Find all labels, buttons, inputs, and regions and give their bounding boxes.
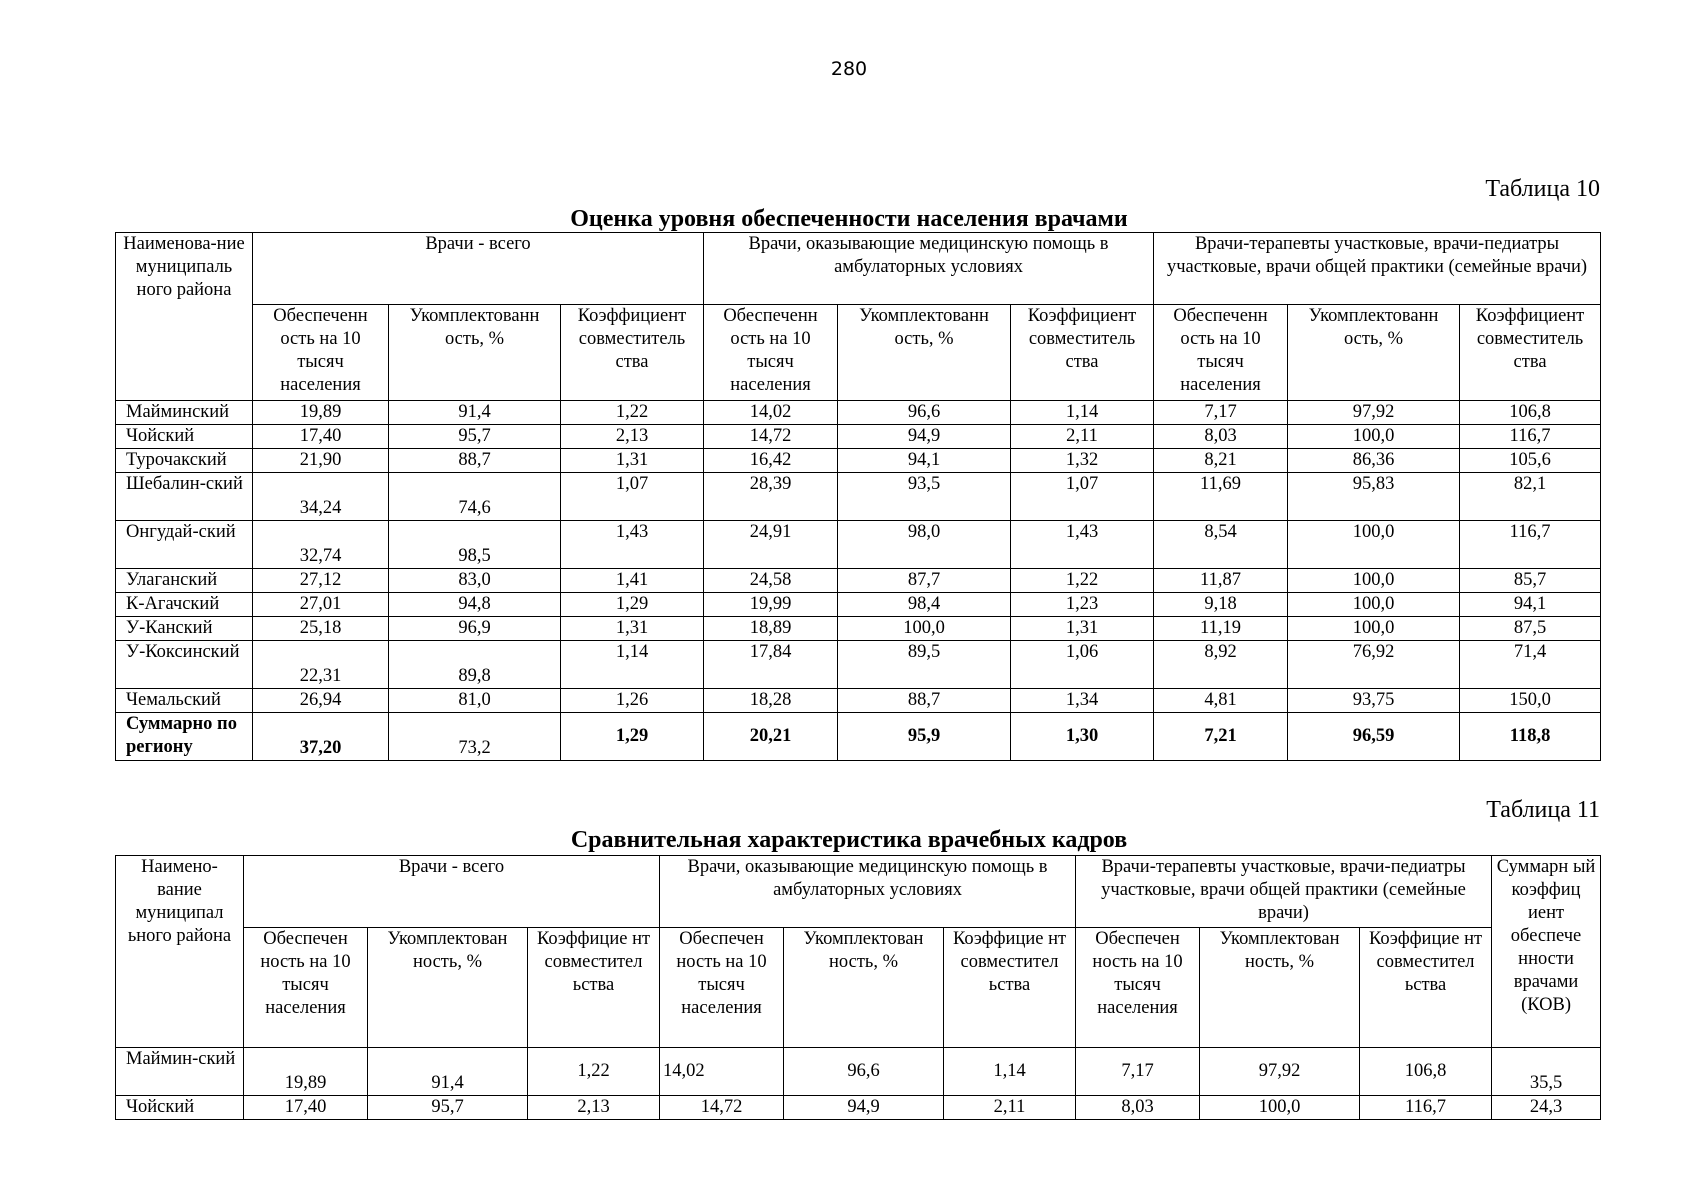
district-name: Чемальский xyxy=(116,689,253,713)
cell: 1,07 xyxy=(1011,473,1154,521)
table-10-subheader: Коэффициент совместитель ства xyxy=(561,305,704,401)
cell: 2,11 xyxy=(1011,425,1154,449)
cell: 89,8 xyxy=(389,641,561,689)
cell: 24,3 xyxy=(1492,1096,1601,1120)
table-row xyxy=(116,569,1601,593)
cell: 100,0 xyxy=(1288,593,1460,617)
table-row xyxy=(116,1048,1601,1096)
district-name: Чойский xyxy=(116,1096,244,1120)
cell: 17,40 xyxy=(244,1096,368,1120)
cell: 32,74 xyxy=(253,521,389,569)
cell: 11,69 xyxy=(1154,473,1288,521)
cell: 94,1 xyxy=(838,449,1011,473)
cell: 88,7 xyxy=(389,449,561,473)
cell: 16,42 xyxy=(704,449,838,473)
table-11-subheader: Обеспечен ность на 10 тысяч населения xyxy=(660,928,784,1048)
table-total-row xyxy=(116,713,1601,761)
table-11-subheader: Обеспечен ность на 10 тысяч населения xyxy=(244,928,368,1048)
cell: 94,8 xyxy=(389,593,561,617)
district-name: Майминский xyxy=(116,401,253,425)
table-10-subheader: Обеспеченн ость на 10 тысяч населения xyxy=(253,305,389,401)
district-name: Суммарно по региону xyxy=(116,713,253,761)
cell: 1,30 xyxy=(1011,713,1154,761)
cell: 17,40 xyxy=(253,425,389,449)
cell: 91,4 xyxy=(389,401,561,425)
cell: 76,92 xyxy=(1288,641,1460,689)
cell: 73,2 xyxy=(389,713,561,761)
cell: 100,0 xyxy=(1288,569,1460,593)
table-11 xyxy=(115,855,1601,1120)
cell: 106,8 xyxy=(1460,401,1601,425)
cell: 1,14 xyxy=(561,641,704,689)
cell: 87,7 xyxy=(838,569,1011,593)
cell: 1,29 xyxy=(561,713,704,761)
table-row xyxy=(116,593,1601,617)
cell: 2,13 xyxy=(528,1096,660,1120)
cell: 100,0 xyxy=(838,617,1011,641)
cell: 24,58 xyxy=(704,569,838,593)
cell: 14,02 xyxy=(704,401,838,425)
cell: 83,0 xyxy=(389,569,561,593)
table-11-subheader: Коэффицие нт совместител ьства xyxy=(944,928,1076,1048)
cell: 7,21 xyxy=(1154,713,1288,761)
cell: 14,72 xyxy=(704,425,838,449)
cell: 100,0 xyxy=(1288,521,1460,569)
cell: 95,7 xyxy=(368,1096,528,1120)
cell: 85,7 xyxy=(1460,569,1601,593)
cell: 100,0 xyxy=(1200,1096,1360,1120)
cell: 1,14 xyxy=(944,1048,1076,1096)
cell: 19,89 xyxy=(253,401,389,425)
cell: 20,21 xyxy=(704,713,838,761)
cell: 96,9 xyxy=(389,617,561,641)
cell: 1,34 xyxy=(1011,689,1154,713)
cell: 87,5 xyxy=(1460,617,1601,641)
cell: 37,20 xyxy=(253,713,389,761)
cell: 11,19 xyxy=(1154,617,1288,641)
table-row xyxy=(116,473,1601,521)
cell: 97,92 xyxy=(1200,1048,1360,1096)
table-row xyxy=(116,425,1601,449)
cell: 1,32 xyxy=(1011,449,1154,473)
cell: 1,31 xyxy=(1011,617,1154,641)
district-name: Онгудай-ский xyxy=(116,521,253,569)
cell: 24,91 xyxy=(704,521,838,569)
cell: 4,81 xyxy=(1154,689,1288,713)
cell: 2,11 xyxy=(944,1096,1076,1120)
cell: 18,28 xyxy=(704,689,838,713)
table-10-subheader: Укомплектованн ость, % xyxy=(389,305,561,401)
cell: 88,7 xyxy=(838,689,1011,713)
table-11-label: Таблица 11 xyxy=(1486,797,1600,823)
cell: 27,01 xyxy=(253,593,389,617)
table-11-corner-header: Наимено-вание муниципал ьного района xyxy=(116,856,244,1048)
table-10-subheader: Обеспеченн ость на 10 тысяч населения xyxy=(1154,305,1288,401)
cell: 8,92 xyxy=(1154,641,1288,689)
cell: 8,03 xyxy=(1154,425,1288,449)
table-10-subheader: Обеспеченн ость на 10 тысяч населения xyxy=(704,305,838,401)
table-10-subheader: Укомплектованн ость, % xyxy=(1288,305,1460,401)
table-row xyxy=(116,521,1601,569)
cell: 74,6 xyxy=(389,473,561,521)
table-11-subheader: Укомплектован ность, % xyxy=(368,928,528,1048)
cell: 7,17 xyxy=(1154,401,1288,425)
table-10-group-header-2: Врачи, оказывающие медицинскую помощь в амбулаторных условиях xyxy=(704,233,1154,305)
district-name: У-Коксинский xyxy=(116,641,253,689)
cell: 98,5 xyxy=(389,521,561,569)
cell: 150,0 xyxy=(1460,689,1601,713)
district-name: Шебалин-ский xyxy=(116,473,253,521)
cell: 18,89 xyxy=(704,617,838,641)
cell: 94,1 xyxy=(1460,593,1601,617)
cell: 93,75 xyxy=(1288,689,1460,713)
cell: 116,7 xyxy=(1360,1096,1492,1120)
cell: 95,83 xyxy=(1288,473,1460,521)
cell: 116,7 xyxy=(1460,521,1601,569)
district-name: Чойский xyxy=(116,425,253,449)
cell: 34,24 xyxy=(253,473,389,521)
table-11-title: Сравнительная характеристика врачебных кадров xyxy=(570,827,1128,853)
table-11-subheader: Коэффицие нт совместител ьства xyxy=(1360,928,1492,1048)
cell: 96,6 xyxy=(784,1048,944,1096)
cell: 94,9 xyxy=(838,425,1011,449)
cell: 97,92 xyxy=(1288,401,1460,425)
cell: 1,14 xyxy=(1011,401,1154,425)
table-10-label: Таблица 10 xyxy=(1485,176,1600,202)
table-10-group-header-1: Врачи - всего xyxy=(253,233,704,305)
table-10 xyxy=(115,232,1601,761)
table-11-group-header-3: Врачи-терапевты участковые, врачи-педиатры участковые, врачи общей практики (семейные врачи) xyxy=(1076,856,1492,928)
table-11-subheader: Обеспечен ность на 10 тысяч населения xyxy=(1076,928,1200,1048)
cell: 106,8 xyxy=(1360,1048,1492,1096)
cell: 22,31 xyxy=(253,641,389,689)
cell: 95,7 xyxy=(389,425,561,449)
cell: 89,5 xyxy=(838,641,1011,689)
cell: 9,18 xyxy=(1154,593,1288,617)
cell: 11,87 xyxy=(1154,569,1288,593)
district-name: Маймин-ский xyxy=(116,1048,244,1096)
cell: 8,03 xyxy=(1076,1096,1200,1120)
cell: 25,18 xyxy=(253,617,389,641)
cell: 82,1 xyxy=(1460,473,1601,521)
cell: 19,99 xyxy=(704,593,838,617)
cell: 86,36 xyxy=(1288,449,1460,473)
cell: 1,22 xyxy=(528,1048,660,1096)
district-name: Улаганский xyxy=(116,569,253,593)
cell: 81,0 xyxy=(389,689,561,713)
table-11-subheader: Коэффицие нт совместител ьства xyxy=(528,928,660,1048)
cell: 105,6 xyxy=(1460,449,1601,473)
table-10-group-header-3: Врачи-терапевты участковые, врачи-педиатры участковые, врачи общей практики (семейные врачи) xyxy=(1154,233,1601,305)
cell: 35,5 xyxy=(1492,1048,1601,1096)
cell: 116,7 xyxy=(1460,425,1601,449)
cell: 100,0 xyxy=(1288,425,1460,449)
table-10-title: Оценка уровня обеспеченности населения врачами xyxy=(570,206,1128,232)
table-10-corner-header: Наименова-ние муниципаль ного района xyxy=(116,233,253,401)
cell: 2,13 xyxy=(561,425,704,449)
page-number: 280 xyxy=(830,58,868,80)
cell: 19,89 xyxy=(244,1048,368,1096)
cell: 1,29 xyxy=(561,593,704,617)
cell: 95,9 xyxy=(838,713,1011,761)
cell: 118,8 xyxy=(1460,713,1601,761)
cell: 14,72 xyxy=(660,1096,784,1120)
cell: 1,22 xyxy=(1011,569,1154,593)
cell: 21,90 xyxy=(253,449,389,473)
cell: 94,9 xyxy=(784,1096,944,1120)
cell: 96,6 xyxy=(838,401,1011,425)
table-11-subheader: Укомплектован ность, % xyxy=(784,928,944,1048)
table-11-group-header-1: Врачи - всего xyxy=(244,856,660,928)
cell: 1,43 xyxy=(561,521,704,569)
cell: 1,06 xyxy=(1011,641,1154,689)
cell: 14,02 xyxy=(660,1048,784,1096)
cell: 7,17 xyxy=(1076,1048,1200,1096)
cell: 91,4 xyxy=(368,1048,528,1096)
table-11-group-header-2: Врачи, оказывающие медицинскую помощь в амбулаторных условиях xyxy=(660,856,1076,928)
cell: 1,26 xyxy=(561,689,704,713)
table-row xyxy=(116,689,1601,713)
cell: 1,22 xyxy=(561,401,704,425)
cell: 8,54 xyxy=(1154,521,1288,569)
cell: 17,84 xyxy=(704,641,838,689)
table-row xyxy=(116,401,1601,425)
cell: 1,41 xyxy=(561,569,704,593)
cell: 1,31 xyxy=(561,617,704,641)
cell: 26,94 xyxy=(253,689,389,713)
table-11-subheader: Укомплектован ность, % xyxy=(1200,928,1360,1048)
cell: 1,23 xyxy=(1011,593,1154,617)
table-row xyxy=(116,1096,1601,1120)
cell: 71,4 xyxy=(1460,641,1601,689)
table-row xyxy=(116,641,1601,689)
cell: 98,0 xyxy=(838,521,1011,569)
district-name: У-Канский xyxy=(116,617,253,641)
table-10-subheader: Коэффициент совместитель ства xyxy=(1011,305,1154,401)
table-10-subheader: Коэффициент совместитель ства xyxy=(1460,305,1601,401)
table-row xyxy=(116,617,1601,641)
cell: 98,4 xyxy=(838,593,1011,617)
cell: 93,5 xyxy=(838,473,1011,521)
cell: 1,43 xyxy=(1011,521,1154,569)
table-row xyxy=(116,449,1601,473)
table-10-subheader: Укомплектованн ость, % xyxy=(838,305,1011,401)
cell: 8,21 xyxy=(1154,449,1288,473)
cell: 27,12 xyxy=(253,569,389,593)
district-name: К-Агачский xyxy=(116,593,253,617)
cell: 1,07 xyxy=(561,473,704,521)
cell: 28,39 xyxy=(704,473,838,521)
cell: 1,31 xyxy=(561,449,704,473)
cell: 100,0 xyxy=(1288,617,1460,641)
cell: 96,59 xyxy=(1288,713,1460,761)
district-name: Турочакский xyxy=(116,449,253,473)
table-11-kov-header: Суммарн ый коэффиц иент обеспече нности врачами (КОВ) xyxy=(1492,856,1601,1048)
